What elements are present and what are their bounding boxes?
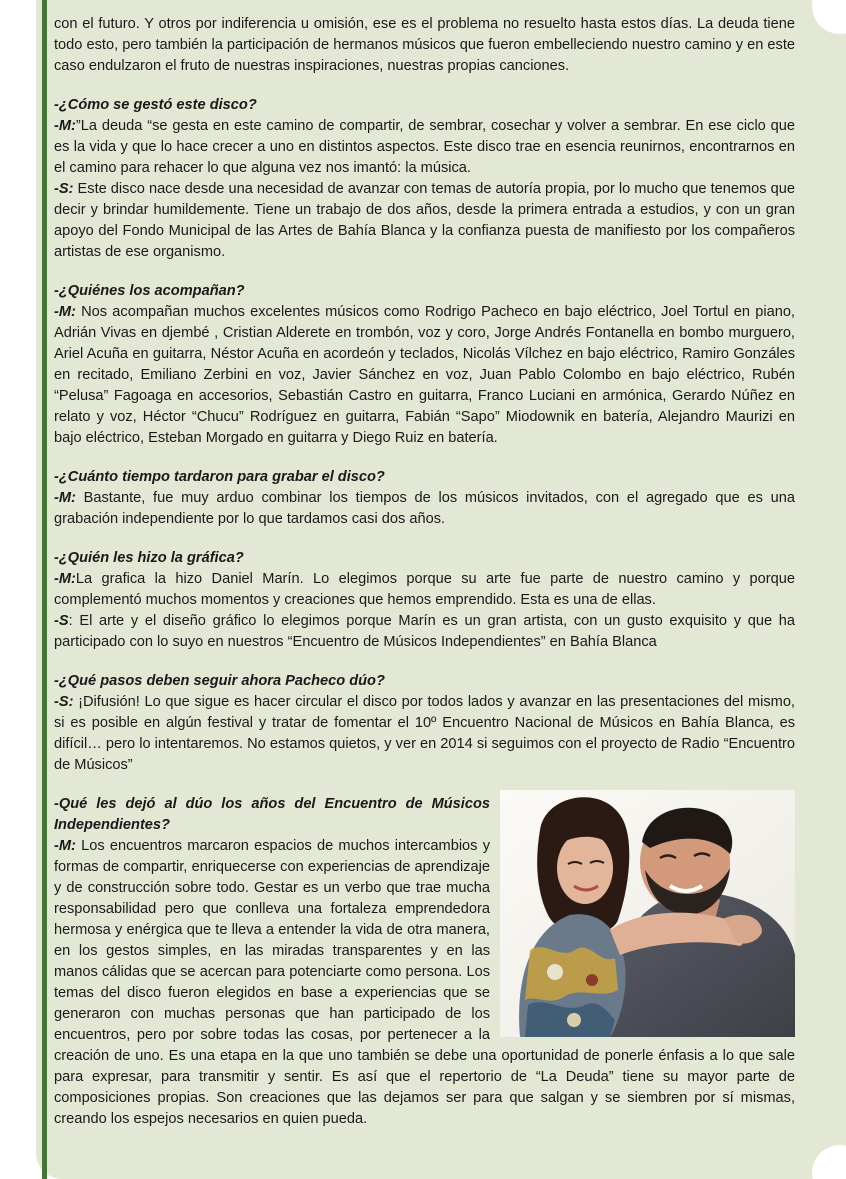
answer-paragraph [54, 116, 795, 179]
answer-paragraph [54, 488, 795, 530]
question-heading: -¿Quién les hizo la gráfica? [54, 550, 244, 566]
answer-text: Los encuentros marcaron espacios de muchos intercambios y formas de compartir, enriquecerse con experiencias de aprendizaje y de construcción sobre todo. Gestar es un verbo que trae mucha responsabilidad pero que conlleva una fortaleza emprendedora hermosa y enérgica que te lleva a entender la vida de otra manera, en los gestos simples, en las miradas transparentes y en las manos cálidas que se acercan para potenciarte como persona. Los temas del disco fueron elegidos en base a experiencias que se generaron con muchas personas que han participado de los encuentros, pero por sobre todas las cosas, por pertenecer a la creación de uno. Es una etapa en la que uno también se debe una oportunidad de ponerle énfasis a lo que sale para expresar, para transmitir y sentir. Es así que el repertorio de “La Deuda” tiene su mayor parte de composiciones propias. Son creaciones que las dejamos ser para que salgan y se siembren por sí mismas, creando los espejos necesarios en quien pueda. [54, 838, 795, 1127]
answer-paragraph [54, 692, 795, 776]
answer-paragraph [54, 179, 795, 263]
answer-paragraph [54, 302, 795, 449]
question-heading: -¿Qué pasos deben seguir ahora Pacheco dúo? [54, 673, 385, 689]
panel-corner-bottom-right [812, 1145, 846, 1179]
answer-paragraph [54, 611, 795, 653]
duo-photo [500, 794, 795, 1040]
question-heading: -¿Cuánto tiempo tardaron para grabar el disco? [54, 469, 385, 485]
answer-text: Bastante, fue muy arduo combinar los tiempos de los músicos invitados, con el agregado que es una grabación independiente por lo que tardamos casi dos años. [54, 490, 795, 527]
question-heading: -¿Quiénes los acompañan? [54, 283, 245, 299]
question-heading: -¿Cómo se gestó este disco? [54, 97, 257, 113]
panel-corner-top-right [812, 0, 846, 34]
answer-paragraph [54, 569, 795, 611]
answer-text: : El arte y el diseño gráfico lo elegimos porque Marín es un gran artista, con un gusto exquisito y que ha participado con lo suyo en nuestros “Encuentro de Músicos Independientes” en Bahía Blanca [54, 613, 795, 650]
left-green-rule [42, 0, 47, 1179]
question-heading: -Qué les dejó al dúo los años del Encuentro de Músicos Independientes? [54, 796, 490, 833]
speaker-label: -M: [54, 118, 76, 134]
speaker-label: -S [54, 613, 69, 629]
speaker-label: -S: [54, 181, 74, 197]
duo-photo-image [500, 790, 795, 1037]
answer-text: La grafica la hizo Daniel Marín. Lo elegimos porque su arte fue parte de nuestro camino y porque complementó muchos momentos y creaciones que hemos emprendido. Esta es una de ellas. [54, 571, 795, 608]
speaker-label: -M: [54, 838, 76, 854]
answer-text: Este disco nace desde una necesidad de avanzar con temas de autoría propia, por lo mucho que tenemos que decir y brindar humildemente. Tiene un trabajo de dos años, desde la primera entrada a estudios, y con un gran apoyo del Fondo Municipal de las Artes de Bahía Blanca y la confianza puesta de manifiesto por los compañeros artistas de ese organismo. [54, 181, 795, 260]
speaker-label: -M: [54, 490, 76, 506]
article-body [54, 14, 795, 1130]
speaker-label: -S: [54, 694, 74, 710]
answer-text: ”La deuda “se gesta en este camino de compartir, de sembrar, cosechar y volver a sembrar. En ese ciclo que es la vida y que lo hace crecer a uno en distintos aspectos. Este disco trae en esencia reunirnos, encontrarnos en el camino para rehacer lo que alguna vez nos imantó: la música. [54, 118, 795, 176]
answer-text: Nos acompañan muchos excelentes músicos como Rodrigo Pacheco en bajo eléctrico, Joel Tortul en piano, Adrián Vivas en djembé , Cristian Alderete en trombón, voz y coro, Jorge Andrés Fontanella en bombo murguero, Ariel Acuña en guitarra, Néstor Acuña en acordeón y teclados, Nicolás Vílchez en bajo eléctrico, Ramiro Gonzáles en recitado, Emiliano Zerbini en voz, Javier Sánchez en voz, Juan Pablo Colombo en bajo eléctrico, Rubén “Pelusa” Fagoaga en accesorios, Sebastián Castro en guitarra, Franco Luciani en armónica, Gerardo Núñez en relato y voz, Héctor “Chucu” Rodríguez en guitarra, Fabián “Sapo” Miodownik en batería, Alejandro Maurizi en bajo eléctrico, Esteban Morgado en guitarra y Diego Ruiz en batería. [54, 304, 795, 446]
intro-paragraph: con el futuro. Y otros por indiferencia u omisión, ese es el problema no resuelto hasta estos días. La deuda tiene todo esto, pero también la participación de hermanos músicos que fueron embelleciendo nuestro camino y en este caso endulzaron el fruto de nuestras inspiraciones, nuestras propias canciones. [54, 16, 795, 74]
speaker-label: -M: [54, 571, 76, 587]
answer-text: ¡Difusión! Lo que sigue es hacer circular el disco por todos lados y avanzar en las presentaciones del mismo, si es posible en algún festival y tratar de fomentar el 10º Encuentro Nacional de Músicos en Bahía Blanca, es difícil… pero lo intentaremos. No estamos quietos, y ver en 2014 si seguimos con el proyecto de Radio “Encuentro de Músicos” [54, 694, 795, 773]
speaker-label: -M: [54, 304, 76, 320]
